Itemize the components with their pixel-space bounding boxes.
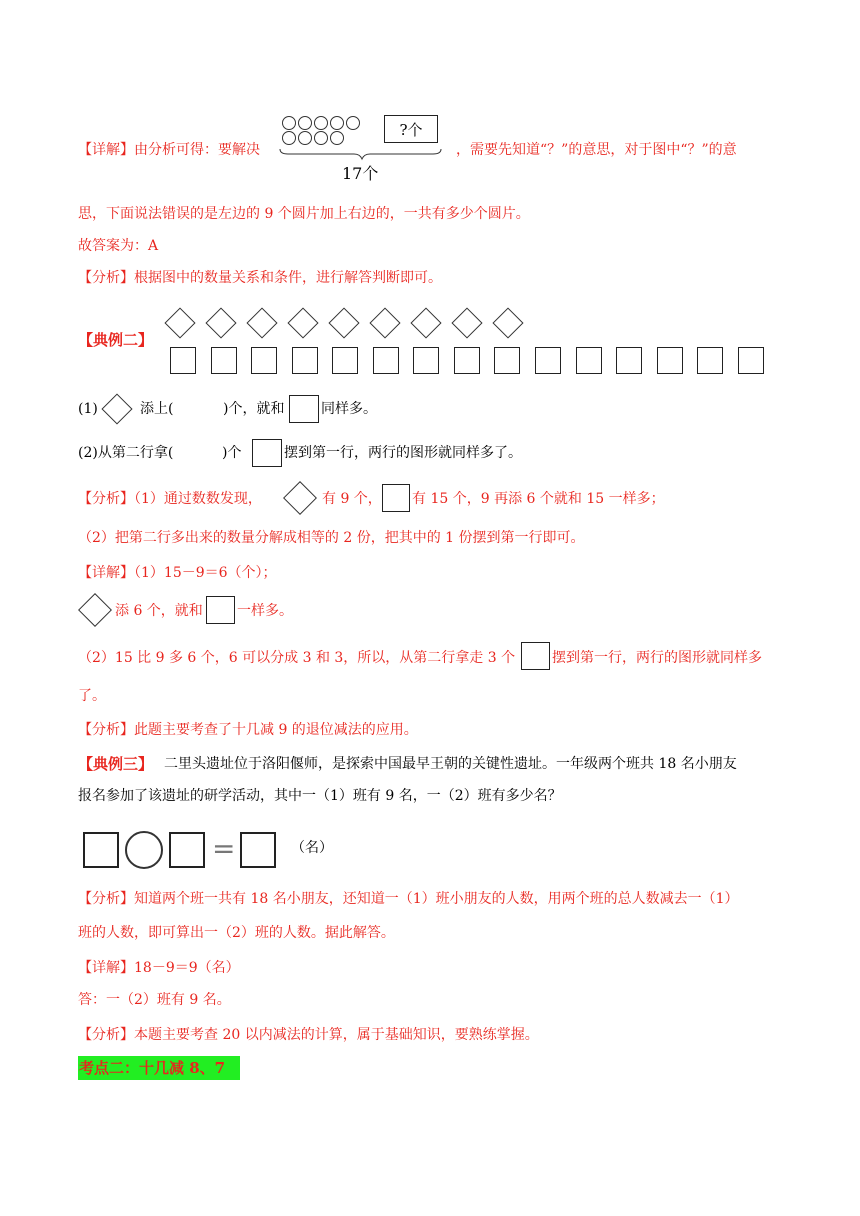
ex2-detail-4: 了。 [78,688,106,704]
q2-text-c: 摆到第一行，两行的图形就同样多了。 [284,445,522,461]
ex2-title: 【典例二】 [78,331,154,349]
ex2-detail-3b: 摆到第一行，两行的图形就同样多 [552,650,762,666]
square-icon [494,347,520,374]
question-box [384,115,438,143]
ex3-title: 【典例三】 [78,755,154,773]
square-icon [170,347,196,374]
square-icon [251,347,277,374]
diagram-count-label: 17个 [342,164,379,183]
ex2-analysis-1b: 有 9 个， [322,491,382,507]
section-heading: 考点二：十几减 8、7 [79,1059,226,1077]
ex3-analysis-1: 【分析】知道两个班一共有 18 名小朋友，还知道一（1）班小朋友的人数，用两个班的总人数减去一（1） [78,891,739,907]
diamond-icon [205,307,236,338]
square-icon [576,347,602,374]
square-icon [657,347,683,374]
ex2-detail-1: 【详解】（1）15－9＝6（个）； [78,565,277,581]
ex3-analysis-final: 【分析】本题主要考查 20 以内减法的计算，属于基础知识，要熟练掌握。 [78,1027,539,1043]
circle-icon [314,116,328,130]
square-icon [252,439,282,467]
ex1-line1-prefix: 【详解】由分析可得：要解决 [78,142,260,158]
square-icon [289,395,319,423]
ex2-detail-2a: 添 6 个，就和 [115,603,203,619]
unit-label: （名） [291,840,333,856]
square-icon [211,347,237,374]
diamond-icon [492,307,523,338]
diamond-icon [369,307,400,338]
diamond-icon [287,307,318,338]
square-icon [292,347,318,374]
equals-sign: = [212,832,236,865]
square-icon [413,347,439,374]
circle-icon [314,131,328,145]
square-icon [206,596,235,624]
ex3-text-1: 二里头遗址位于洛阳偃师，是探索中国最早王朝的关键性遗址。一年级两个班共 18 名小朋友 [164,756,737,772]
q2-text-a: (2)从第二行拿( [78,445,174,461]
square-icon [454,347,480,374]
diamond-icon [101,393,132,424]
ex3-analysis-2: 班的人数，即可算出一（2）班的人数。据此解答。 [78,925,395,941]
ex2-analysis-2: （2）把第二行多出来的数量分解成相等的 2 份，把其中的 1 份摆到第一行即可。 [78,530,585,546]
q1-number: (1) [78,401,98,417]
ex2-detail-3a: （2）15 比 9 多 6 个，6 可以分成 3 和 3，所以，从第二行拿走 3 个 [78,650,516,666]
diamond-icon [451,307,482,338]
circles-diagram [278,113,448,185]
brace-icon [278,147,443,161]
circle-icon [346,116,360,130]
answer-box[interactable] [169,832,205,868]
square-icon [382,484,410,512]
circle-icon [330,116,344,130]
q2-text-b: )个 [222,445,242,461]
diamond-icon [328,307,359,338]
ex1-analysis: 【分析】根据图中的数量关系和条件，进行解答判断即可。 [78,270,442,286]
diamond-icon [246,307,277,338]
square-icon [697,347,723,374]
answer-box[interactable] [240,832,276,868]
q1-text-d: 同样多。 [321,401,377,417]
ex3-text-2: 报名参加了该遗址的研学活动，其中一（1）班有 9 名，一（2）班有多少名？ [78,788,562,804]
circle-icon [330,131,344,145]
ex1-answer: 故答案为：A [78,238,159,254]
ex1-line1-suffix: ，需要先知道“？”的意思，对于图中“？”的意 [456,142,737,158]
operator-circle[interactable] [125,831,163,869]
square-icon [521,642,550,670]
circle-icon [282,131,296,145]
circle-icon [298,116,312,130]
square-icon [535,347,561,374]
circle-icon [282,116,296,130]
ex3-answer: 答：一（2）班有 9 名。 [78,992,231,1008]
square-icon [373,347,399,374]
ex2-analysis-1c: 有 15 个，9 再添 6 个就和 15 一样多； [412,491,665,507]
ex3-detail: 【详解】18－9＝9（名） [78,960,240,976]
circle-icon [298,131,312,145]
diamond-icon [164,307,195,338]
answer-box[interactable] [83,832,119,868]
ex2-analysis-final: 【分析】此题主要考查了十几减 9 的退位减法的应用。 [78,722,418,738]
square-icon [738,347,764,374]
square-icon [332,347,358,374]
ex1-line2: 思，下面说法错误的是左边的 9 个圆片加上右边的，一共有多少个圆片。 [78,206,530,222]
square-icon [616,347,642,374]
q1-text-c: )个，就和 [223,401,285,417]
ex2-analysis-1a: 【分析】（1）通过数数发现， [78,491,262,507]
question-box-label: ?个 [399,120,423,139]
diamond-icon [78,593,112,627]
diamond-icon [283,481,317,515]
diamond-icon [410,307,441,338]
q1-text-b: 添上( [140,401,174,417]
ex2-detail-2b: 一样多。 [237,603,293,619]
